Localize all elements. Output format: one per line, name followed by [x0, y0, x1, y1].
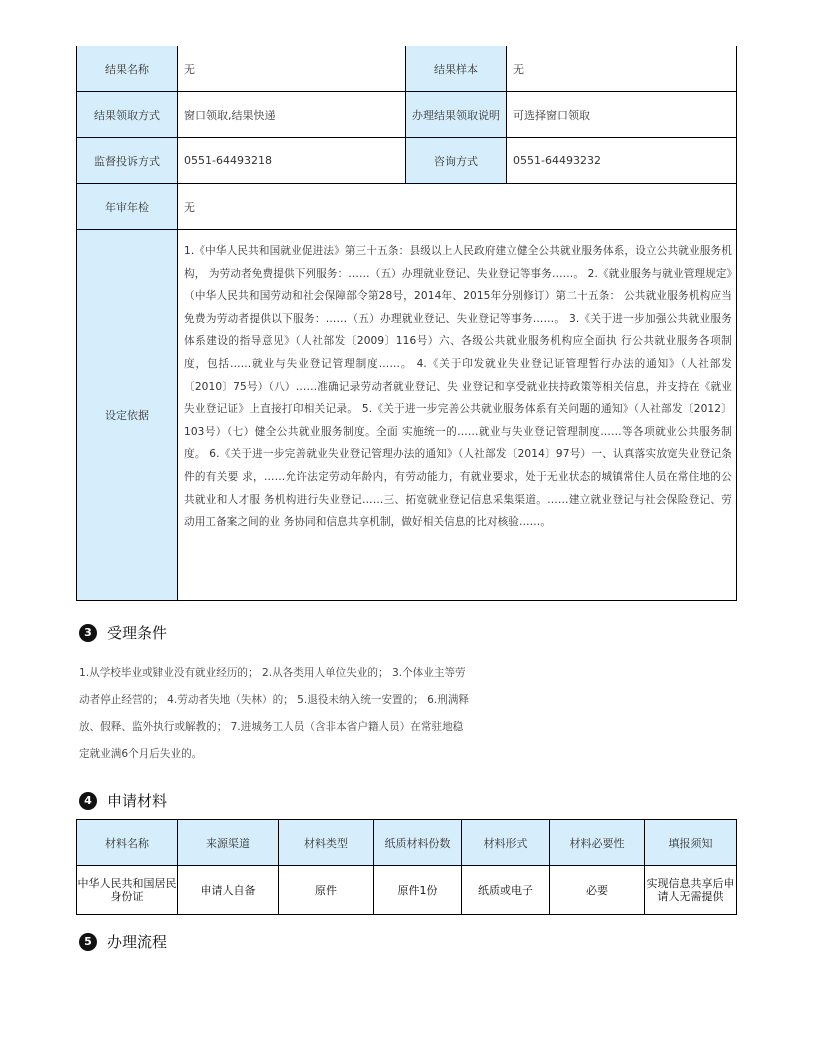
result-sample-value: 无: [507, 46, 737, 92]
annual-label: 年审年检: [77, 184, 178, 230]
table-row: [77, 92, 737, 138]
complaint-value: 0551-64493218: [178, 138, 406, 184]
material-form-cell: 纸质或电子: [462, 866, 550, 915]
section-heading-process: [79, 931, 167, 952]
table-row: [77, 866, 737, 915]
basis-value: 1.《中华人民共和国就业促进法》第三十五条：县级以上人民政府建立健全公共就业服务体系，设立公共就业服务机构， 为劳动者免费提供下列服务：……（五）办理就业登记、失业登记等事务……。 2.《就业服务与就业管理规定》（中华人民共和国劳动和社会保障部令第28号，2014年、2015年分别修订）第二十五条： 公共就业服务机构应当免费为劳动者提供以下服务：……（五）办理就业登记、失业登记等事务……。 3.《关于进一步加强公共就业服务体系建设的指导意见》（人社部发〔2009〕116号）六、各级公共就业服务机构应全面执 行公共就业服务各项制度，包括……就业与失业登记管理制度……。 4.《关于印发就业失业登记证管理暂行办法的通知》（人社部发〔2010〕75号）（八）……准确记录劳动者就业登记、失 业登记和享受就业扶持政策等相关信息，并支持在《就业失业登记证》上直接打印相关记录。 5.《关于进一步完善公共就业服务体系有关问题的通知》（人社部发〔2012〕103号）（七）健全公共就业服务制度。全面 实施统一的……就业与失业登记管理制度……等各项就业公共服务制度。 6.《关于进一步完善就业失业登记管理办法的通知》（人社部发〔2014〕97号）一、认真落实放宽失业登记条件的有关要 求，……允许法定劳动年龄内，有劳动能力，有就业要求，处于无业状态的城镇常住人员在常住地的公共就业和人才服 务机构进行失业登记……三、拓宽就业登记信息采集渠道。……建立就业登记与社会保险登记、劳动用工备案之间的业 务协同和信息共享机制，做好相关信息的比对核验……。: [178, 230, 737, 601]
paper-copies-cell: 原件1份: [374, 866, 462, 915]
necessity-cell: 必要: [550, 866, 645, 915]
result-name-label: 结果名称: [77, 46, 178, 92]
complaint-label: 监督投诉方式: [77, 138, 178, 184]
result-info-table: [76, 46, 737, 601]
conditions-text: 1.从学校毕业或肄业没有就业经历的； 2.从各类用人单位失业的； 3.个体业主等劳动者停止经营的； 4.劳动者失地（失林）的； 5.退役未纳入统一安置的； 6.刑满释放、假释、监外执行或解教的； 7.进城务工人员（含非本省户籍人员）在常驻地稳定就业满6个月后失业的。: [79, 667, 470, 760]
section-title: 办理流程: [107, 933, 168, 951]
table-row: [77, 230, 737, 601]
annual-value: 无: [178, 184, 737, 230]
column-header: 来源渠道: [178, 820, 279, 866]
table-row: [77, 46, 737, 92]
column-header: 材料必要性: [550, 820, 645, 866]
section-heading-materials: [79, 790, 167, 811]
column-header: 填报须知: [645, 820, 737, 866]
pickup-note-value: 可选择窗口领取: [507, 92, 737, 138]
pickup-note-label: 办理结果领取说明: [406, 92, 507, 138]
column-header: 材料名称: [77, 820, 178, 866]
section-title: 申请材料: [107, 792, 168, 810]
basis-label: 设定依据: [77, 230, 178, 601]
filling-notes-cell: 实现信息共享后申请人无需提供: [645, 866, 737, 915]
column-header: 材料类型: [279, 820, 374, 866]
column-header: 材料形式: [462, 820, 550, 866]
table-header-row: [77, 820, 737, 866]
column-header: 纸质材料份数: [374, 820, 462, 866]
consult-label: 咨询方式: [406, 138, 507, 184]
source-cell: 申请人自备: [178, 866, 279, 915]
number-4-icon: 4: [79, 792, 97, 810]
number-5-icon: 5: [79, 933, 97, 951]
result-sample-label: 结果样本: [406, 46, 507, 92]
material-name-cell: 中华人民共和国居民身份证: [77, 866, 178, 915]
number-3-icon: 3: [79, 624, 97, 642]
consult-value: 0551-64493232: [507, 138, 737, 184]
result-name-value: 无: [178, 46, 406, 92]
result-pickup-value: 窗口领取,结果快递: [178, 92, 406, 138]
table-row: [77, 184, 737, 230]
materials-table: [76, 819, 737, 915]
section-heading-conditions: [79, 622, 167, 643]
table-row: [77, 138, 737, 184]
result-pickup-label: 结果领取方式: [77, 92, 178, 138]
section-title: 受理条件: [107, 624, 168, 642]
material-type-cell: 原件: [279, 866, 374, 915]
